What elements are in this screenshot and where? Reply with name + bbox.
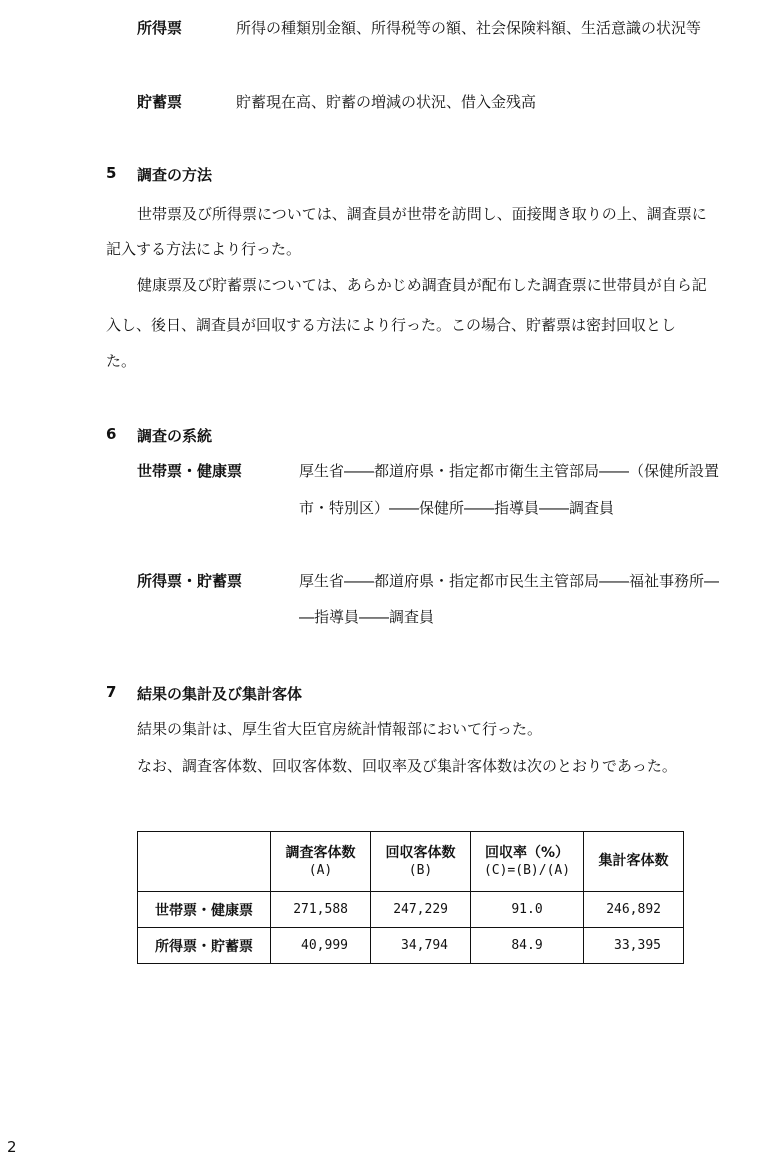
header-rate-label: 回収率（%） <box>484 844 570 861</box>
cell-collected: 247,229 <box>371 892 471 928</box>
section-7-line-1: 結果の集計は、厚生省大臣官房統計情報部において行った。 <box>137 720 543 738</box>
item-label-savings: 貯蓄票 <box>137 93 183 111</box>
header-surveyed-label: 調査客体数 <box>285 844 356 861</box>
section-5-number: 5 <box>106 164 117 182</box>
table-corner-cell <box>138 832 271 892</box>
section-5-line-4: 入し、後日、調査員が回収する方法により行った。この場合、貯蓄票は密封回収とし <box>106 316 677 334</box>
header-rate <box>471 832 584 892</box>
row-label: 所得票・貯蓄票 <box>138 928 271 964</box>
cell-rate: 84.9 <box>471 928 584 964</box>
table-row <box>138 928 684 964</box>
flow-line-household-1: 厚生省――都道府県・指定都市衛生主管部局――（保健所設置 <box>299 462 720 480</box>
page-number: 2 <box>7 1138 17 1156</box>
item-text-income: 所得の種類別金額、所得税等の額、社会保険料額、生活意識の状況等 <box>236 19 702 37</box>
section-7-title: 結果の集計及び集計客体 <box>137 685 303 703</box>
cell-surveyed: 40,999 <box>271 928 371 964</box>
cell-tabulated: 33,395 <box>584 928 684 964</box>
flow-line-income-1: 厚生省――都道府県・指定都市民生主管部局――福祉事務所― <box>299 572 720 590</box>
item-label-income: 所得票 <box>137 19 183 37</box>
header-collected-sub: (B) <box>408 862 433 878</box>
flow-line-household-2: 市・特別区）――保健所――指導員――調査員 <box>299 499 615 517</box>
cell-tabulated: 246,892 <box>584 892 684 928</box>
section-7-number: 7 <box>106 683 117 701</box>
row-label: 世帯票・健康票 <box>138 892 271 928</box>
survey-counts-table <box>137 831 684 964</box>
item-text-savings: 貯蓄現在高、貯蓄の増減の状況、借入金残高 <box>236 93 537 111</box>
header-collected <box>371 832 471 892</box>
header-rate-sub: (C)=(B)/(A) <box>483 862 571 878</box>
section-6-title: 調査の系統 <box>137 427 213 445</box>
cell-rate: 91.0 <box>471 892 584 928</box>
header-collected-label: 回収客体数 <box>385 844 456 861</box>
cell-collected: 34,794 <box>371 928 471 964</box>
header-tabulated-label: 集計客体数 <box>598 853 669 869</box>
section-5-line-2: 記入する方法により行った。 <box>106 240 302 258</box>
header-tabulated <box>584 832 684 892</box>
header-surveyed <box>271 832 371 892</box>
section-5-line-3: 健康票及び貯蓄票については、あらかじめ調査員が配布した調査票に世帯員が自ら記 <box>137 276 707 294</box>
table-row <box>138 892 684 928</box>
section-5-title: 調査の方法 <box>137 166 213 184</box>
flow-line-income-2: ―指導員――調査員 <box>299 608 435 626</box>
section-6-number: 6 <box>106 425 117 443</box>
section-7-line-2: なお、調査客体数、回収客体数、回収率及び集計客体数は次のとおりであった。 <box>137 757 677 775</box>
header-surveyed-sub: (A) <box>308 862 333 878</box>
flow-label-household-health: 世帯票・健康票 <box>137 462 243 480</box>
section-5-line-5: た。 <box>106 352 137 370</box>
section-5-line-1: 世帯票及び所得票については、調査員が世帯を訪問し、面接聞き取りの上、調査票に <box>137 205 707 223</box>
table-header-row <box>138 832 684 892</box>
cell-surveyed: 271,588 <box>271 892 371 928</box>
flow-label-income-savings: 所得票・貯蓄票 <box>137 572 243 590</box>
